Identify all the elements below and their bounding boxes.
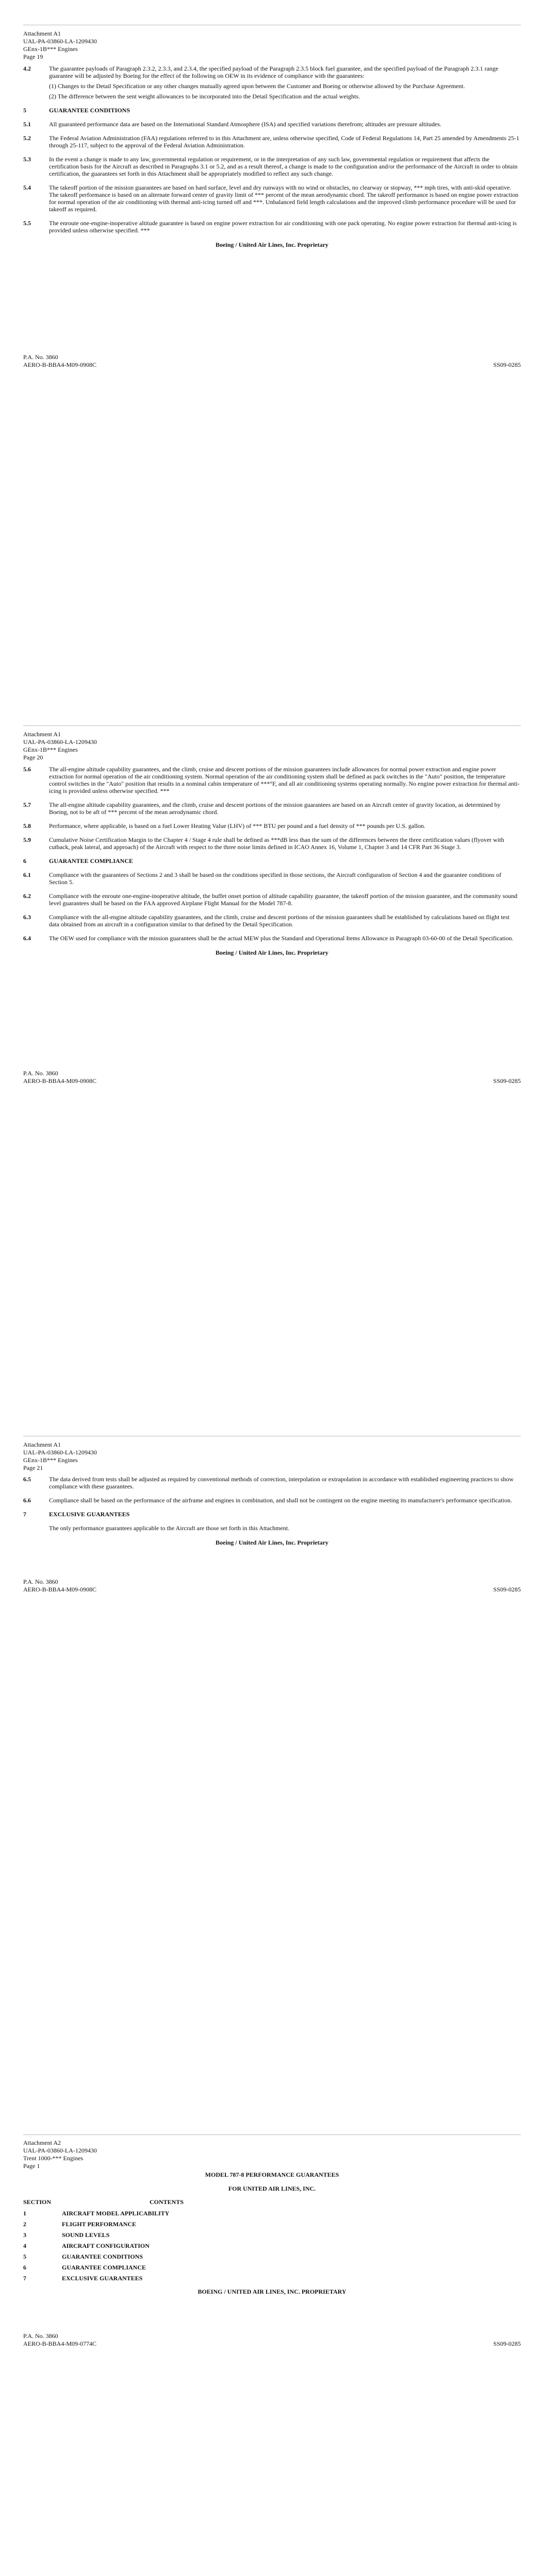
section-6-2 [23, 892, 521, 910]
section-number: 5 [23, 107, 26, 114]
section-number: 5.7 [23, 801, 31, 808]
page-header [23, 2139, 229, 2170]
proprietary-notice: BOEING / UNITED AIR LINES, INC. PROPRIETARY [197, 2288, 347, 2295]
toc-item [23, 2253, 521, 2260]
section-number: 5.6 [23, 766, 31, 773]
page-footer [23, 353, 521, 369]
document-subtitle: FOR UNITED AIR LINES, INC. [228, 2185, 316, 2192]
toc-number: 5 [23, 2253, 26, 2260]
page-footer [23, 1578, 521, 1594]
section-6-1 [23, 871, 521, 889]
section-text: Compliance with the all-engine altitude capability guarantees, and the climb, cruise and descent portions of the mission guarantees shall be established by calculations based on flight test data obtained from an aircraft in a configuration similar to that defined by the Detail Specification. [49, 913, 510, 928]
section-5-6 [23, 766, 521, 798]
page-footer [23, 1070, 521, 1085]
section-text: The all-engine altitude capability guarantees, and the climb, cruise and descent portions of the mission guarantees are based on an Aircraft center of gravity location, as determined by Boeing, not to be aft of *** percent of the mean aerodynamic chord. [49, 801, 501, 816]
header-reference: UAL-PA-03860-LA-1209430 [23, 38, 97, 45]
section-number: 5.3 [23, 156, 31, 163]
column-section: SECTION [23, 2198, 52, 2206]
page-body [23, 766, 521, 956]
section-number [23, 1524, 49, 1535]
toc-item [23, 2275, 521, 2282]
section-number: 4.2 [23, 65, 31, 72]
section-text: Compliance shall be based on the performance of the airframe and engines in combination, and shall not be contingent on the engine meeting its manufacturer's performance specification. [49, 1497, 512, 1504]
section-text: The takeoff portion of the mission guarantees are based on hard surface, level and dry runways with no wind or obstacles, no clearway or stopway, *** mph tires, with anti-skid operative. The takeoff performance is based on an alternate forward center of gravity limit of *** percent of the mean aerodynamic chord. The takeoff performance is based on engine power extraction for normal operation of the air conditioning with thermal anti-icing turned off and ***. Unbalanced field length calculations and the improved climb performance procedure will be used for takeoff as required. [49, 184, 519, 213]
toc-title: GUARANTEE CONDITIONS [62, 2253, 143, 2260]
section-text: The only performance guarantees applicable to the Aircraft are those set forth in this Attachment. [49, 1524, 290, 1532]
contents-header [23, 2198, 521, 2206]
section-number: 6.6 [23, 1497, 31, 1504]
section-7-text [23, 1524, 521, 1535]
section-5-2 [23, 134, 521, 152]
section-text: The OEW used for compliance with the mission guarantees shall be the actual MEW plus the Standard and Operational Items Allowance in Paragraph 03-60-00 of the Detail Specification. [49, 935, 514, 942]
section-number: 6.3 [23, 913, 31, 921]
page-body [23, 1476, 521, 1546]
page-top-rule [23, 725, 521, 726]
header-engines: GEnx-1B*** Engines [23, 1456, 78, 1464]
section-text: The guarantee payloads of Paragraph 2.3.2, 2.3.3, and 2.3.4, the specified payload of the Paragraph 2.3.5 block fuel guarantee, and the specified payload of the Paragraph 2.3.1 range guarantee will be adjusted by Boeing for the effect of the following on OEW in its evidence of compliance with the guarantees: [49, 65, 499, 79]
header-attachment: Attachment A2 [23, 2139, 61, 2146]
proprietary-notice: Boeing / United Air Lines, Inc. Proprietary [216, 241, 328, 248]
footer-doc-number: AERO-B-BBA4-M09-0908C [23, 1077, 97, 1084]
section-5-1 [23, 121, 521, 131]
header-reference: UAL-PA-03860-LA-1209430 [23, 1449, 97, 1456]
footer-code: SS09-0285 [493, 361, 521, 368]
footer-doc-number: AERO-B-BBA4-M09-0908C [23, 361, 97, 368]
toc-title: EXCLUSIVE GUARANTEES [62, 2275, 143, 2282]
toc-number: 7 [23, 2275, 26, 2282]
section-text: The data derived from tests shall be adjusted as required by conventional methods of correction, interpolation or extrapolation in accordance with established engineering practices to show compliance with these guarantees. [49, 1476, 514, 1490]
section-text: All guaranteed performance data are based on the International Standard Atmosphere (ISA) and specified variations therefrom; altitudes are pressure altitudes. [49, 121, 442, 128]
toc-item [23, 2242, 521, 2249]
section-number: 6.2 [23, 892, 31, 900]
section-5-4 [23, 184, 521, 216]
page-header [23, 731, 229, 761]
section-6-heading [23, 857, 521, 868]
section-text: The enroute one-engine-inoperative altitude guarantee is based on engine power extraction for air conditioning with one pack operating. No engine power extraction for thermal anti-icing is provided unless otherwise specified. *** [49, 219, 517, 234]
section-6-4 [23, 935, 521, 945]
header-page-number: Page 1 [23, 2162, 40, 2170]
proprietary-notice: Boeing / United Air Lines, Inc. Proprietary [216, 1539, 328, 1546]
header-engines: GEnx-1B*** Engines [23, 45, 78, 53]
section-number: 5.2 [23, 134, 31, 142]
header-engines: GEnx-1B*** Engines [23, 746, 78, 753]
header-attachment: Attachment A1 [23, 30, 61, 37]
section-text: In the event a change is made to any law, governmental regulation or requirement, or in the interpretation of any such law, governmental regulation or requirement that affects the certification basis for the Aircraft as described in Paragraphs 3.1 or 5.2, and as a result thereof, a change is made to the configuration and/or the performance of the Aircraft in order to obtain certification, the guarantees set forth in this Attachment shall be appropriately modified to reflect any such change. [49, 156, 518, 177]
section-6-6 [23, 1497, 521, 1507]
toc-title: GUARANTEE COMPLIANCE [62, 2264, 146, 2271]
header-engines: Trent 1000-*** Engines [23, 2155, 84, 2162]
section-number: 5.4 [23, 184, 31, 191]
header-page-number: Page 21 [23, 1464, 43, 1471]
page-body [23, 65, 521, 248]
section-5-3 [23, 156, 521, 180]
section-4-2 [23, 65, 521, 103]
footer-pa-number: P.A. No. 3860 [23, 1070, 58, 1077]
section-number: 6.1 [23, 871, 31, 878]
section-5-9 [23, 836, 521, 854]
header-attachment: Attachment A1 [23, 1441, 61, 1448]
section-text: (2) The difference between the sent weight allowances to be incorporated into the Detail Specification and the actual weights. [49, 93, 360, 100]
section-5-8 [23, 822, 521, 833]
column-contents: CONTENTS [150, 2198, 184, 2206]
header-attachment: Attachment A1 [23, 731, 61, 738]
toc-item [23, 2231, 521, 2239]
section-heading: GUARANTEE CONDITIONS [49, 107, 130, 114]
section-number: 7 [23, 1511, 26, 1518]
section-heading: GUARANTEE COMPLIANCE [49, 857, 134, 865]
page-body [23, 2171, 521, 2295]
section-5-heading [23, 107, 521, 117]
section-text: (1) Changes to the Detail Specification or any other changes mutually agreed upon between the Customer and Boeing or otherwise allowed by the Purchase Agreement. [49, 82, 465, 90]
section-number: 5.5 [23, 219, 31, 227]
toc-item [23, 2221, 521, 2228]
section-number: 5.9 [23, 836, 31, 843]
header-reference: UAL-PA-03860-LA-1209430 [23, 2147, 97, 2154]
section-number: 5.1 [23, 121, 31, 128]
page-top-rule [23, 2134, 521, 2135]
toc-number: 4 [23, 2242, 26, 2249]
footer-pa-number: P.A. No. 3860 [23, 2332, 58, 2340]
toc-number: 2 [23, 2221, 26, 2228]
section-5-5 [23, 219, 521, 237]
section-text: Compliance with the guarantees of Sections 2 and 3 shall be based on the conditions specified in those sections, the Aircraft configuration of Section 4 and the guarantee conditions of Section 5. [49, 871, 502, 886]
section-6-3 [23, 913, 521, 931]
section-7-heading [23, 1511, 521, 1521]
page-footer [23, 2332, 521, 2348]
section-number: 5.8 [23, 822, 31, 829]
toc-number: 1 [23, 2210, 26, 2217]
footer-code: SS09-0285 [493, 2340, 521, 2347]
footer-pa-number: P.A. No. 3860 [23, 1578, 58, 1585]
section-number: 6.5 [23, 1476, 31, 1483]
header-page-number: Page 19 [23, 53, 43, 60]
toc-number: 6 [23, 2264, 26, 2271]
section-number: 6 [23, 857, 26, 865]
footer-doc-number: AERO-B-BBA4-M09-0774C [23, 2340, 97, 2347]
page-header [23, 1441, 229, 1472]
toc-item [23, 2264, 521, 2271]
header-page-number: Page 20 [23, 754, 43, 761]
section-number: 6.4 [23, 935, 31, 942]
section-6-5 [23, 1476, 521, 1493]
toc-number: 3 [23, 2231, 26, 2239]
proprietary-notice: Boeing / United Air Lines, Inc. Proprietary [216, 949, 328, 956]
section-heading: EXCLUSIVE GUARANTEES [49, 1511, 130, 1518]
section-text: Performance, where applicable, is based on a fuel Lower Heating Value (LHV) of *** BTU per pound and a fuel density of *** pounds per U.S. gallon. [49, 822, 425, 829]
header-reference: UAL-PA-03860-LA-1209430 [23, 738, 97, 745]
toc-title: SOUND LEVELS [62, 2231, 110, 2239]
section-text: The Federal Aviation Administration (FAA) regulations referred to in this Attachment are, unless otherwise specified, Code of Federal Regulations 14, Part 25 amended by Amendments 25-1 through 25-117, subject to the approval of the Federal Aviation Administration. [49, 134, 520, 149]
footer-doc-number: AERO-B-BBA4-M09-0908C [23, 1586, 97, 1593]
footer-code: SS09-0285 [493, 1586, 521, 1593]
toc-item [23, 2210, 521, 2217]
toc-title: AIRCRAFT MODEL APPLICABILITY [62, 2210, 170, 2217]
toc-title: AIRCRAFT CONFIGURATION [62, 2242, 150, 2249]
section-5-7 [23, 801, 521, 819]
footer-pa-number: P.A. No. 3860 [23, 353, 58, 361]
document-title: MODEL 787-8 PERFORMANCE GUARANTEES [205, 2171, 339, 2178]
toc-title: FLIGHT PERFORMANCE [62, 2221, 137, 2228]
section-text: The all-engine altitude capability guarantees, and the climb, cruise and descent portions of the mission guarantees include allowances for normal power extraction and engine power extraction for normal operation of the air conditioning system. Normal operation of the air conditioning system shall be defined as pack switches in the "Auto" position, the temperature control switches in the "Auto" position that results in a nominal cabin temperature of ***°F, and all air conditioning systems operating normally. No engine power extraction for thermal anti-icing is provided unless otherwise specified. *** [49, 766, 520, 794]
page-header [23, 30, 229, 61]
footer-code: SS09-0285 [493, 1077, 521, 1084]
section-text: Cumulative Noise Certification Margin to the Chapter 4 / Stage 4 rule shall be defined as ***dB less than the sum of the differences between the three certification values (flyover with cutback, peak lateral, and approach) of the Aircraft with respect to the three noise limits defined in ICAO Annex 16, Volume 1, Chapter 3 and 14 CFR Part 36 Stage 3. [49, 836, 504, 851]
section-text: Compliance with the enroute one-engine-inoperative altitude, the buffet onset portion of altitude capability guarantee, the takeoff portion of the mission guarantee, and the community sound level guarantees shall be based on the FAA approved Airplane Flight Manual for the Model 787-8. [49, 892, 518, 907]
